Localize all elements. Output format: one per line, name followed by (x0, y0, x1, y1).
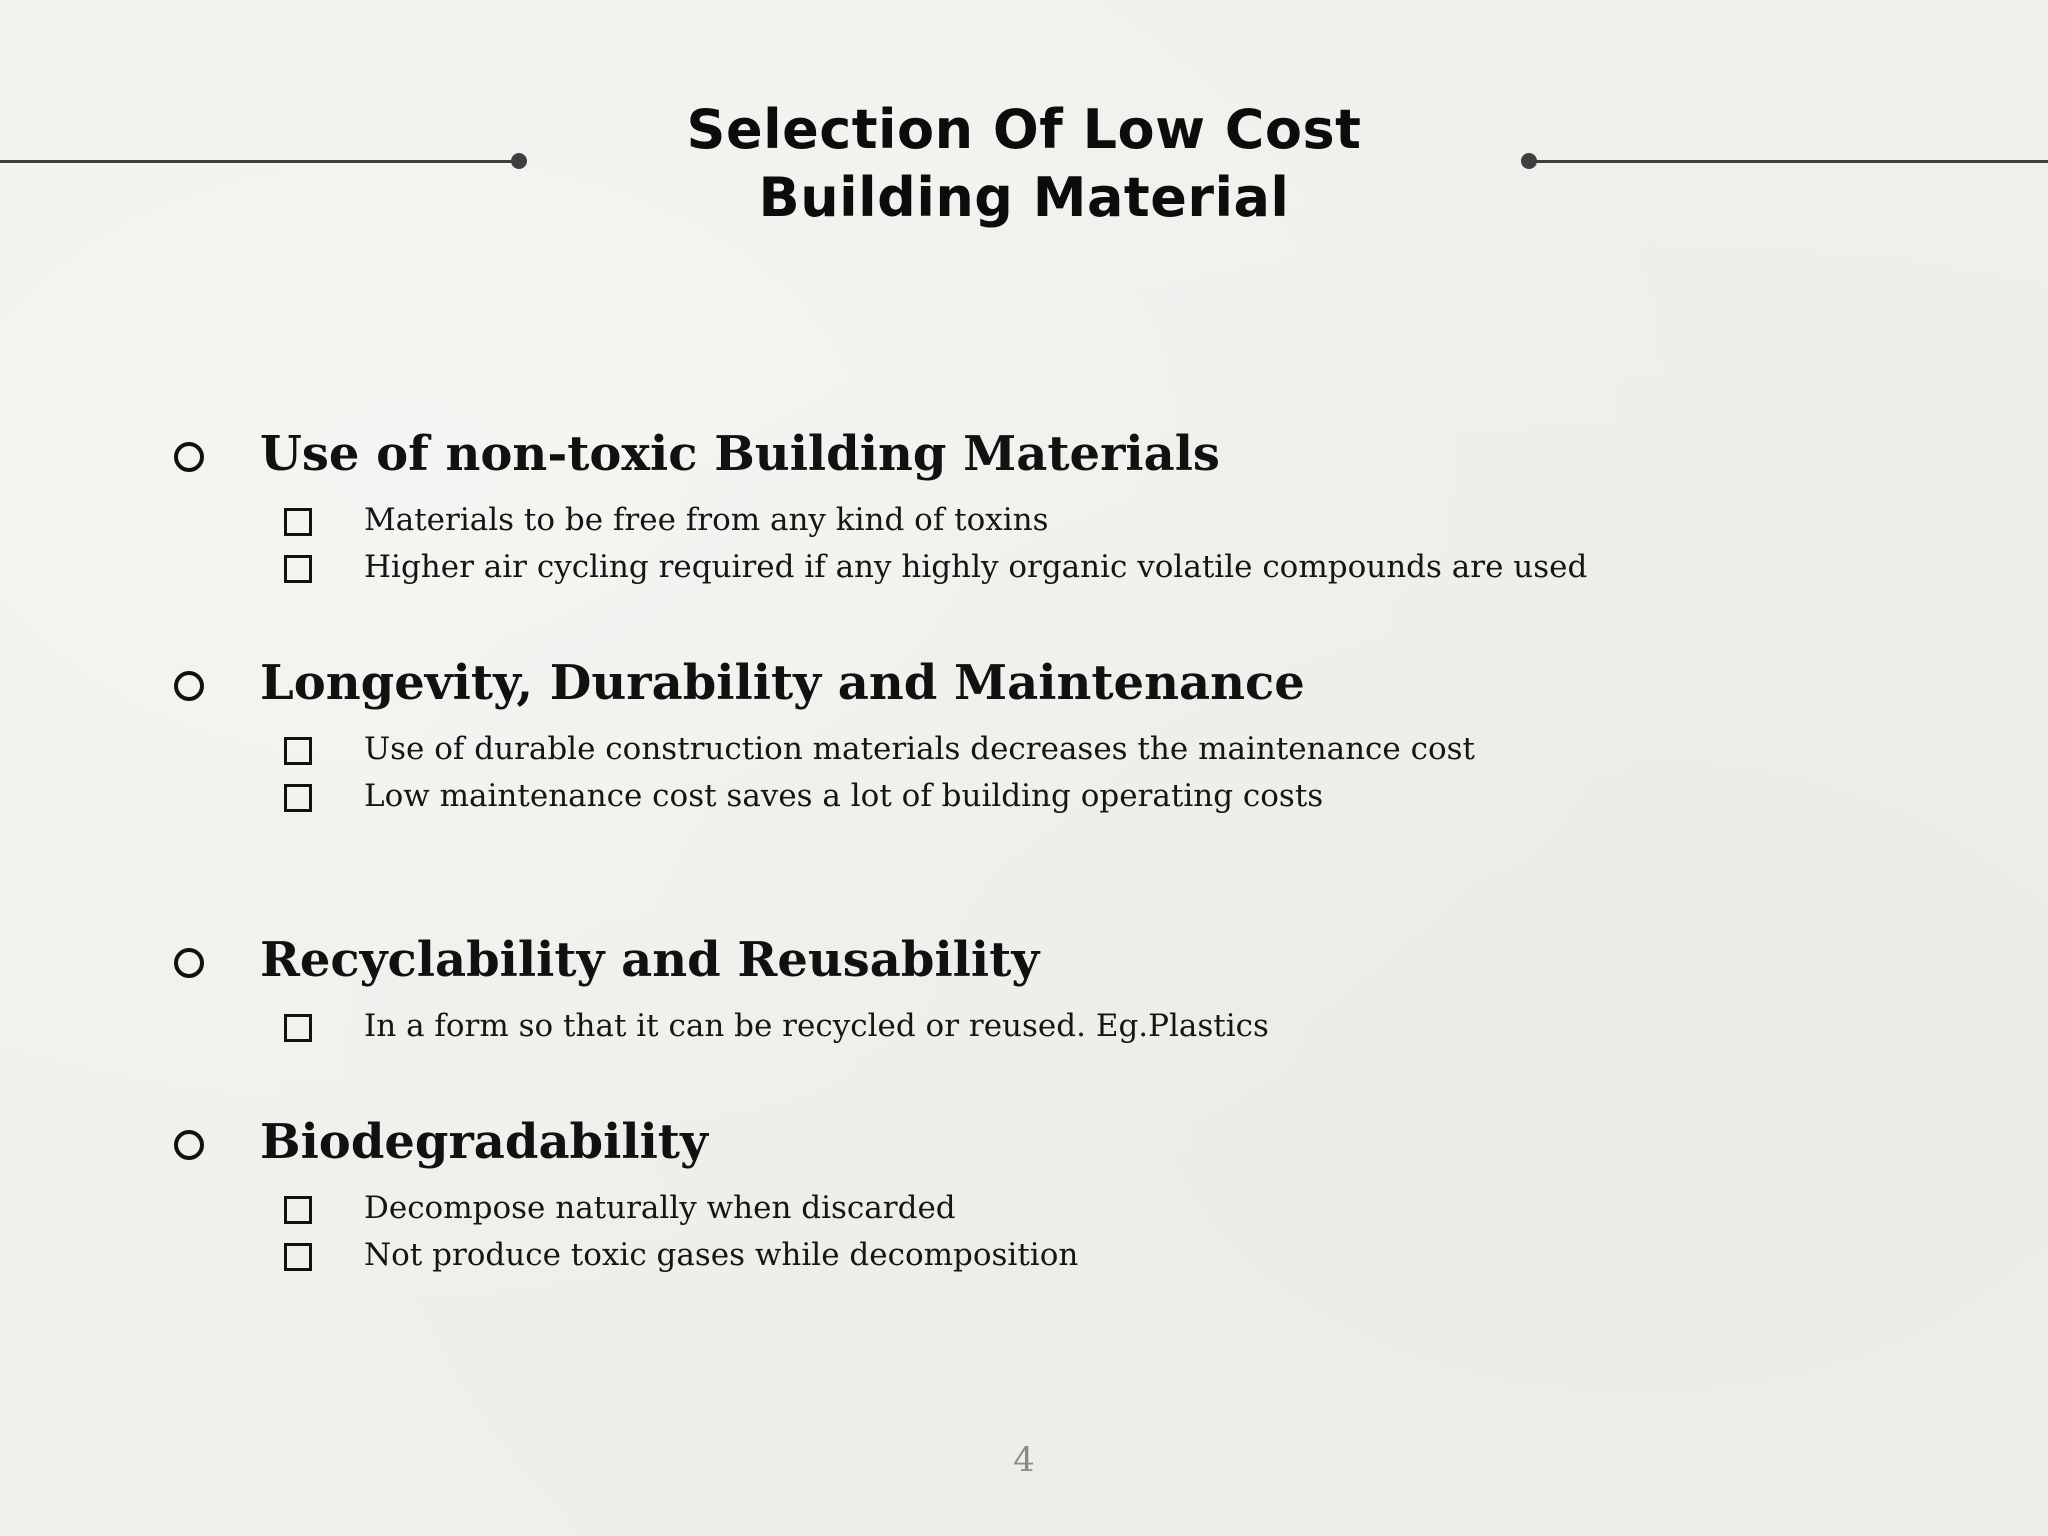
list-item-text: In a form so that it can be recycled or reused. Eg.Plastics (364, 1008, 1269, 1044)
section-heading: Biodegradability (260, 1114, 708, 1170)
section-heading: Use of non-toxic Building Materials (260, 426, 1220, 482)
slide-title (624, 96, 1424, 232)
checkbox-bullet-icon (284, 1014, 312, 1042)
title-rule-left (0, 160, 518, 163)
list-item-text: Materials to be free from any kind of toxins (364, 502, 1049, 538)
checkbox-bullet-icon (284, 555, 312, 583)
circle-bullet-icon (174, 948, 204, 978)
title-line-2: Building Material (758, 166, 1290, 229)
list-item-text: Low maintenance cost saves a lot of building operating costs (364, 778, 1324, 814)
page-number: 4 (1013, 1440, 1035, 1480)
list-item-text: Decompose naturally when discarded (364, 1190, 956, 1226)
circle-bullet-icon (174, 442, 204, 472)
checkbox-bullet-icon (284, 784, 312, 812)
title-rule-right-dot (1521, 153, 1537, 169)
checkbox-bullet-icon (284, 1196, 312, 1224)
circle-bullet-icon (174, 1130, 204, 1160)
title-line-1: Selection Of Low Cost (686, 98, 1362, 161)
section-heading: Recyclability and Reusability (260, 932, 1040, 988)
title-rule-right (1528, 160, 2048, 163)
checkbox-bullet-icon (284, 1243, 312, 1271)
checkbox-bullet-icon (284, 508, 312, 536)
list-item-text: Use of durable construction materials decreases the maintenance cost (364, 731, 1475, 767)
section-heading: Longevity, Durability and Maintenance (260, 655, 1305, 711)
circle-bullet-icon (174, 671, 204, 701)
list-item-text: Higher air cycling required if any highly organic volatile compounds are used (364, 549, 1588, 585)
title-rule-left-dot (511, 153, 527, 169)
list-item-text: Not produce toxic gases while decomposition (364, 1237, 1079, 1273)
checkbox-bullet-icon (284, 737, 312, 765)
